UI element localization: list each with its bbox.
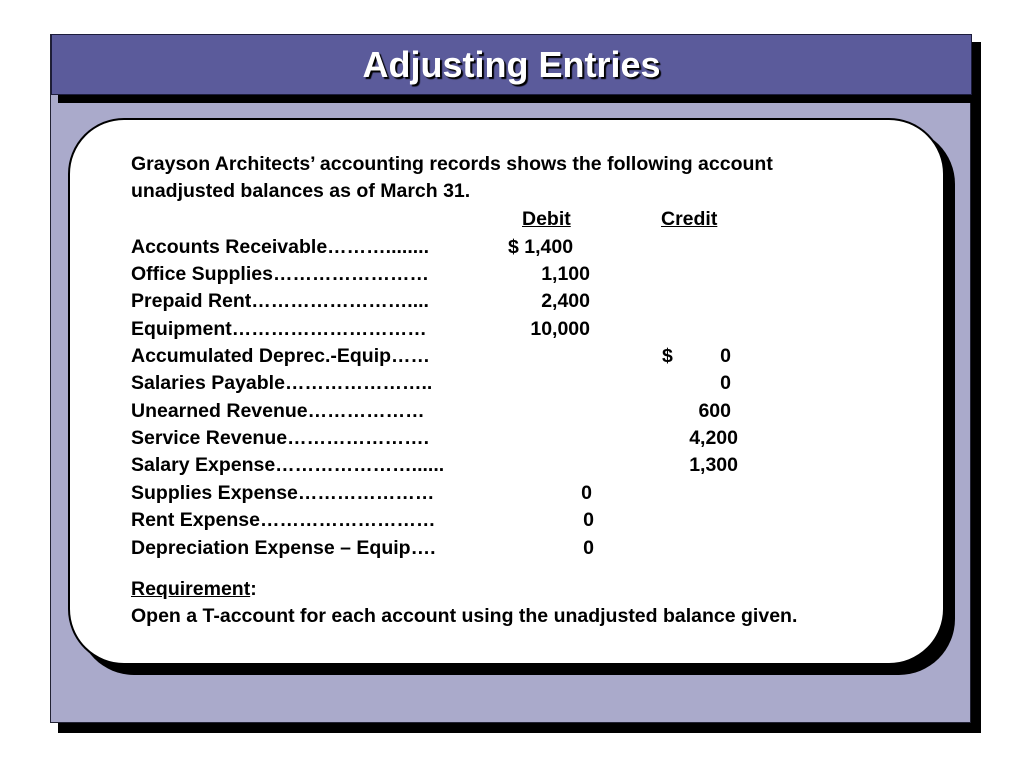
requirement-text: Open a T-account for each account using the unadjusted balance given. — [131, 605, 798, 627]
account-name: Accounts Receivable………........ — [131, 236, 430, 258]
debit-value: 0 — [583, 509, 594, 531]
debit-value: 10,000 — [530, 318, 590, 340]
intro-line-2: unadjusted balances as of March 31. — [131, 180, 471, 202]
account-name: Office Supplies…………………… — [131, 263, 429, 285]
credit-value: 0 — [720, 372, 731, 394]
debit-value: 2,400 — [541, 290, 590, 312]
account-name: Equipment………………………… — [131, 318, 427, 340]
credit-value: 0 — [720, 345, 731, 367]
requirement-label: Requirement — [131, 578, 251, 600]
intro-line-1: Grayson Architects’ accounting records shows the following account — [131, 153, 773, 175]
account-name: Service Revenue…………………. — [131, 427, 430, 449]
account-name: Supplies Expense………………… — [131, 482, 435, 504]
account-name: Prepaid Rent…………………….... — [131, 290, 429, 312]
slide-title: Adjusting Entries — [362, 43, 661, 85]
credit-currency-symbol: $ — [662, 345, 673, 367]
requirement-heading — [131, 576, 257, 603]
title-banner — [51, 34, 972, 95]
account-name: Depreciation Expense – Equip…. — [131, 537, 436, 559]
requirement-colon: : — [250, 578, 257, 600]
account-name: Unearned Revenue……………… — [131, 400, 425, 422]
credit-value: 600 — [698, 400, 731, 422]
account-name: Accumulated Deprec.-Equip…… — [131, 345, 431, 367]
account-name: Salary Expense…………………...... — [131, 454, 445, 476]
credit-header: Credit — [661, 208, 718, 230]
account-name: Rent Expense……………………… — [131, 509, 436, 531]
debit-value: 1,100 — [541, 263, 590, 285]
debit-value: 0 — [581, 482, 592, 504]
debit-value: 0 — [583, 537, 594, 559]
account-name: Salaries Payable………………….. — [131, 372, 433, 394]
debit-header: Debit — [522, 208, 571, 230]
credit-value: 4,200 — [689, 427, 738, 449]
debit-value: $ 1,400 — [508, 236, 574, 258]
credit-value: 1,300 — [689, 454, 738, 476]
